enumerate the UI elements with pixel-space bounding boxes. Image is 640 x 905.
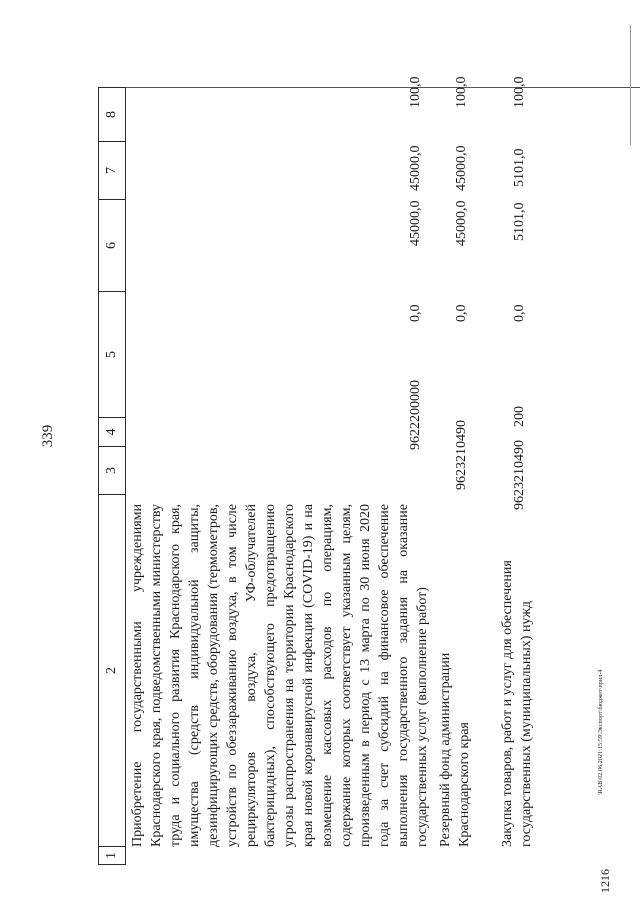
header-cell-5: 5 (99, 291, 125, 417)
row-2-col7: 45000,0 (454, 145, 469, 191)
row-3-type: 200 (512, 406, 527, 427)
table-header-row (98, 87, 126, 865)
footer-path: \RAB\02.06.2021\15:59\Экспорт\бюджет\прил-4 (598, 669, 604, 795)
row-2-code: 9623210490 (454, 420, 469, 490)
row-2-col6: 45000,0 (454, 200, 469, 246)
row-1-col8: 100,0 (408, 76, 423, 108)
row-2-col5: 0,0 (454, 304, 469, 322)
row-1-col5: 0,0 (408, 304, 423, 322)
header-cell-7: 7 (99, 141, 125, 199)
row-3-name: Закупка товаров, работ и услуг для обеспечения государственных (муниципальных) нужд (500, 560, 534, 847)
row-1-code: 9622200000 (408, 380, 423, 450)
header-cell-2: 2 (99, 494, 125, 846)
header-cell-1: 1 (99, 846, 125, 864)
row-1-name: Приобретение государственными учреждениями Краснодарского края, подведомственными министерству труда и социального развития Краснодарского края, имущества (средств индивидуальной защиты, дезинфицирующих средств, оборудования (термометров, устройств по обеззараживанию воздуха, в том числе рециркуляторов воздуха, УФ-облучателей бактерицидных), способствующего предотвращению угрозы распространения на территории Краснодарского края новой коронавирусной инфекции (COVID-19) и на возмещение кассовых расходов по операциям, содержание которых соответствует указанным целям, произведенным в период с 13 марта по 30 июня 2020 года за счет субсидий на финансовое обеспечение выполнения государственного задания на оказание государственных услуг (выполнение работ) (130, 504, 430, 847)
row-1-col6: 45000,0 (408, 200, 423, 246)
header-cell-8: 8 (99, 87, 125, 141)
row-2-col8: 100,0 (454, 76, 469, 108)
sheet-number: 1216 (598, 869, 612, 893)
row-2-name: Резервный фонд администрации Краснодарского края (438, 652, 472, 847)
page-number: 339 (40, 424, 56, 448)
table-right-border (126, 87, 640, 88)
row-3-col6: 5101,0 (512, 202, 527, 241)
row-3-code: 9623210490 (512, 440, 527, 510)
header-cell-4: 4 (99, 417, 125, 446)
row-3-col5: 0,0 (512, 304, 527, 322)
header-cell-3: 3 (99, 446, 125, 494)
row-3-col8: 100,0 (512, 76, 527, 108)
row-1-col7: 45000,0 (408, 145, 423, 191)
scan-edge-mark (630, 25, 631, 145)
header-cell-6: 6 (99, 199, 125, 291)
row-3-col7: 5101,0 (512, 148, 527, 187)
